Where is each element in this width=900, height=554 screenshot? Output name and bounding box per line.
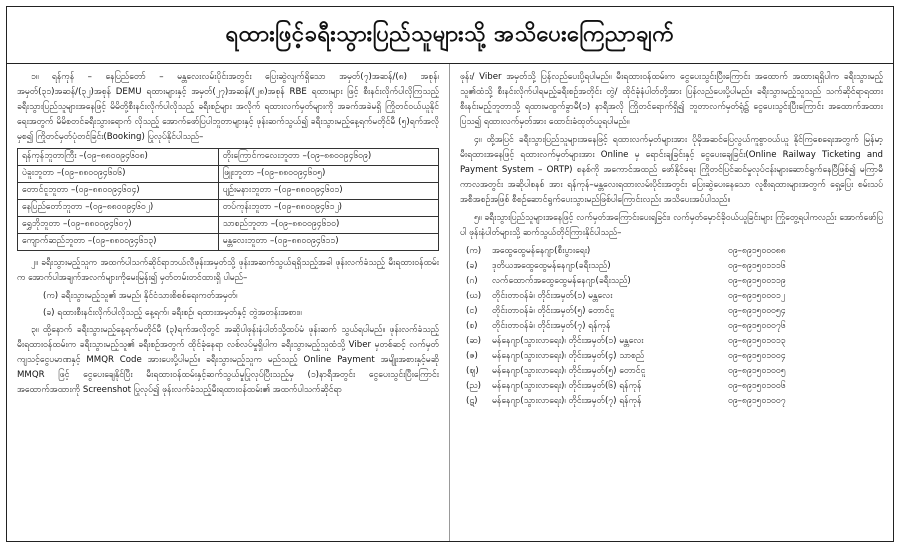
station-cell: ပဲခူးဘူတာ –(၀၉–၈၈၀၀၉၄၆၀၆) (18, 166, 219, 183)
station-cell: ကျောက်ဆည်ဘူတာ –(၀၉–၈၈၀၀၉၄၆၁၃) (18, 234, 219, 251)
contact-phone: ၀၉–၈၉၁၅၀၀၀၅၄ (728, 306, 786, 316)
contact-phone: ၀၉–၈၉၁၅၀၁၀၁၃ (728, 336, 786, 346)
contact-key: (ခ) (466, 261, 478, 271)
contact-name: မန်နေဂျာ(သွားလာရေး)၊ တိုင်းအမှတ်(၆) ရန်ကုန် (492, 381, 642, 391)
contact-item (466, 364, 883, 379)
contact-name: လက်ထောက်အထွေထွေမန်နေဂျာ(ခရီးသည်) (492, 276, 631, 286)
contact-name: မန်နေဂျာ(သွားလာရေး)၊ တိုင်းအမှတ်(၅) တောင်ငူ (492, 366, 646, 376)
paragraph-3: ၃။ ထို့နောက် ခရီးသွားမည့်နေ့ရက်မတိုင်မီ (၃)ရက်အလိုတွင် အဆိုပါဖုန်းနံပါတ်သို့ထပ်မံ ဖုန်းဆက် သွယ်ရပါမည်။ ဖုန်းလက်ခံသည့်မီးရထားဝန်ထမ်းက ခရီးသွားမည့်သူ၏ ခရီးစဉ်အတွက် ထိုင်ခုံနေရာ လစ်လပ်မှုရှိပါက ခရီးသွားမည့်သူထံသို့ Viber မှတစ်ဆင့် လက်မှတ်ကျသင့်ငွေပမာဏနှင့် MMQR Code အားပေးပို့ပါမည်။ ခရီးသွားမည့်သူက မည်သည့် Online Payment အမျိုးအစားနှင့်မဆို MMQR ဖြင့် ငွေပေးချေနိုင်ပြီး မီးရထားဝန်ထမ်းနှင့်ဆက်သွယ်မှုပြုလုပ်ပြီးသည့်မှ (၁)နာရီအတွင်း ငွေပေးသွင်းပြီးကြောင်း အထောက်အထားကို Screenshot ပြုလုပ်၍ ဖုန်းလက်ခံသည့်မီးရထားဝန်ထမ်း၏ အထက်ပါသက်ဆိုင်ရာ (17, 325, 439, 395)
contact-item (466, 394, 883, 409)
contact-list (466, 244, 883, 409)
contact-phone: ၀၉–၈၉၁၅၀၁၁၁၆ (728, 261, 786, 271)
contact-phone: ၀၉–၈၉၁၅၀၁၀၀၅ (728, 366, 786, 376)
contact-phone: ၀၉–၈၉၁၅၀၁၀၀၆ (728, 381, 786, 391)
contact-key: (ဆ) (466, 336, 482, 346)
paragraph-2: ၂။ ခရီးသွားမည့်သူက အထက်ပါသက်ဆိုင်ရာဘယ်လီဖုန်းအမှတ်သို့ ဖုန်းအဆက်သွယ်ရရှိသည့်အခါ ဖုန်းလက်ခံသည့် မီးရထားဝန်ထမ်းက အောက်ပါအချက်အလက်များကိုမေးမြန်း၍ မှတ်တမ်းတင်ထားရှိ ပါမည်– (17, 258, 439, 283)
station-cell: တိုးကြောင်ကလေးဘူတာ –(၀၉–၈၈၀၀၉၄၆၀၉) (218, 149, 438, 166)
station-row (18, 200, 439, 217)
contact-name: မန်နေဂျာ(သွားလာရေး)၊ တိုင်းအမှတ်(၇) ရန်ကုန် (492, 396, 642, 406)
contact-name: မန်နေဂျာ(သွားလာရေး)၊ တိုင်းအမှတ်(၁) မန္တလေး (492, 336, 644, 346)
contact-name: ဒုတိယအထွေထွေမန်နေဂျာ(ခရီးသည်) (492, 261, 611, 271)
contact-name: တိုင်းတာဝန်ခံ၊ တိုင်းအမှတ်(၅) တောင်ငူ (492, 306, 615, 316)
station-cell: မန္တလေးဘူတာ –(၀၉–၈၈၀၀၉၄၆၁၁) (218, 234, 438, 251)
contact-name: တိုင်းတာဝန်ခံ၊ တိုင်းအမှတ်(၁) မန္တလေး (492, 291, 613, 301)
contact-key: (ဂ) (466, 276, 478, 286)
station-cell: ပျဉ်းမနားဘူတာ –(၀၉–၈၈၀၀၉၄၆၀၁) (218, 183, 438, 200)
contact-phone: ၀၉–၈၉၁၅၀၀၀၈၈ (728, 246, 786, 256)
station-cell: သာစည်ဘူတာ –(၀၉–၈၈၀၀၉၄၆၁၀) (218, 217, 438, 234)
contact-key: (ည) (466, 381, 482, 391)
station-cell: ဖြူးဘူတာ –(၀၉–၈၈၀၀၉၄၆၀၅) (218, 166, 438, 183)
contact-item (466, 334, 883, 349)
contact-phone: ၀၉–၈၉၁၅၀၀၀၇၆ (728, 321, 786, 331)
station-cell: နေပြည်တော်ဘူတာ –(၀၉–၈၈၀၀၉၄၆၀၂) (18, 200, 219, 217)
contact-key: (စ) (466, 321, 478, 331)
left-column (7, 64, 450, 542)
contact-name: တိုင်းတာဝန်ခံ၊ တိုင်းအမှတ်(၇) ရန်ကုန် (492, 321, 611, 331)
station-cell: ရွှေဘိုဘူတာ –(၀၉–၈၈၀၀၉၄၆၀၇) (18, 217, 219, 234)
contact-item (466, 244, 883, 259)
contact-phone: ၀၉–၈၉၁၅၀၁၀၀၇ (728, 396, 786, 406)
contact-item (466, 379, 883, 394)
item-ka: (က) ခရီးသွားမည့်သူ၏ အမည်၊ နိုင်ငံသားစိစစ်ရေးကတ်အမှတ်၊ (43, 291, 238, 301)
contact-name: အထွေထွေမန်နေဂျာ(စီးပွားရေး) (492, 246, 591, 256)
contact-key: (ဇ) (466, 351, 478, 361)
paragraph-4: ၄။ ထို့အပြင် ခရီးသွားပြည်သူများအနေဖြင့် ရထားလက်မှတ်များအား ပိုမိုအဆင်ပြေလွယ်ကူစွာဝယ်ယူ နိုင်ကြစေရေးအတွက် မြန်မာ့မီးရထားအနေဖြင့် ရထားလက်မှတ်များအား Online မှ ရောင်းချခြင်းနှင့် ငွေပေးချေခြင်း(Online Railway Ticketing and Payment System – ORTP) စနစ်ကို အကောင်အထည် ဖော်နိုင်ရေး ကြိုတင်ပြင်ဆင်မှုလုပ်ငန်းများဆောင်ရွက်နေပြီဖြစ်၍ မကြာမီကာလအတွင်း အဆိုပါစနစ် အား ရန်ကုန်–မန္တလေးရထားလမ်းပိုင်းအတွင်း ပြေးဆွဲပေးနေသော လူစီးရထားများအတွက် ရှေ့ပြေး စမ်းသပ်အစီအစဉ်အဖြစ် စီစဉ်ဆောင်ရွက်ပေးသွားမည်ဖြစ်ပါကြောင်းလည်း အသိပေးအပ်ပါသည်။ (460, 135, 883, 205)
contact-item (466, 304, 883, 319)
contact-key: (ဈ) (466, 366, 479, 376)
contact-key: (ဋ) (466, 396, 478, 406)
contact-phone: ၀၉–၈၉၁၅၀၀၁၁၉ (728, 276, 786, 286)
station-table-body (18, 149, 439, 251)
paragraph-5: ၅။ ခရီးသွားပြည်သူများအနေဖြင့် လက်မှတ်အကြောင်းပေးရခြင်း၊ လက်မှတ်မှောင်ခိုဝယ်ယူခြင်းများ ကြုံတွေ့ရပါကလည်း အောက်ဖော်ပြပါ ဖုန်းနံပါတ်များသို့ ဆက်သွယ်တိုင်ကြားနိုင်ပါသည်– (460, 213, 883, 238)
notice-body (7, 64, 893, 542)
station-row (18, 149, 439, 166)
contact-key: (က) (466, 246, 482, 256)
contact-phone: ၀၉–၈၉၁၅၀၀၀၁၂ (728, 291, 785, 301)
station-cell: ရန်ကုန်ဘူတာကြီး –(၀၉–၈၈၀၀၉၄၆၀၈) (18, 149, 219, 166)
right-column (450, 64, 893, 542)
station-row (18, 183, 439, 200)
contact-item (466, 319, 883, 334)
contact-item (466, 289, 883, 304)
contact-item (466, 349, 883, 364)
contact-key: (ဃ) (466, 291, 482, 301)
contact-item (466, 274, 883, 289)
station-row (18, 234, 439, 251)
contact-item (466, 259, 883, 274)
station-cell: တောင်ငူဘူတာ –(၀၉–၈၈၀၀၉၄၆၀၄) (18, 183, 219, 200)
paragraph-1: ၁။ ရန်ကုန် – နေပြည်တော် – မန္တလေးလမ်းပိုင်းအတွင်း ပြေးဆွဲလျက်ရှိသော အမှတ်(၇)အဆန်/(၈) အစုန်၊ အမှတ်(၃၁)အဆန်/(၃၂)အစုန် DEMU ရထားများနှင့် အမှတ်(၂၇)အဆန်/(၂၈)အစုန် RBE ရထားများ ဖြင့် စီးနင်းလိုက်ပါလိုကြသည့် ခရီးသွားပြည်သူများအနေဖြင့် မိမိတို့စီးနင်းလိုက်ပါလိုသည့် ခရီးစဉ်များ အလိုက် ရထားလက်မှတ်များကို အခက်အခဲမရှိ ကြိုတင်ဝယ်ယူနိုင်ရေးအတွက် မိမိစတင်ခရီးသွားရောက် လိုသည့် အောက်ဖော်ပြပါဘူတာများနှင့် ဖုန်းဆက်သွယ်၍ ခရီးသွားမည့်နေ့ရက်မတိုင်မီ (၅)ရက်အလိုမှစ၍ ကြိုတင်မှတ်ပုံတင်ခြင်း(Booking) ပြုလုပ်နိုင်ပါသည်– (17, 72, 439, 142)
paragraph-3-continued: ဖုန်း/ Viber အမှတ်သို့ ပြန်လည်ပေးပို့ရပါမည်။ မီးရထားဝန်ထမ်းက ငွေပေးသွင်းပြီးကြောင်း အထောက် အထားရရှိပါက ခရီးသွားမည့်သူ၏ထံသို့ စီးနင်းလိုက်ပါရမည့်ခရီးစဉ်အတိုင်း တွဲ/ ထိုင်ခုံနံပါတ်တို့အား ပြန်လည်ပေးပို့ပါမည်။ ခရီးသွားမည့်သူသည် သက်ဆိုင်ရာရထားစီးနင်းမည့်ဘူတာသို့ ရထားမထွက်ခွာမီ(၁) နာရီအလို ကြိုတင်ရောက်ရှိ၍ ဘူတာလက်မှတ်ရုံ၌ ငွေပေးသွင်းပြီးကြောင်း အထောက်အထားပြသ၍ ရထားလက်မှတ်အား ထောင်းခံထုတ်ယူရပါမည်။ (460, 72, 883, 127)
station-row (18, 166, 439, 183)
station-row (18, 217, 439, 234)
contact-name: မန်နေဂျာ(သွားလာရေး)၊ တိုင်းအမှတ်(၄) သာစည် (492, 351, 645, 361)
contact-phone: ၀၉–၈၉၁၅၀၁၀၀၄ (728, 351, 786, 361)
station-cell: တပ်ကုန်းဘူတာ –(၀၉–၈၈၀၀၉၄၆၁၂) (218, 200, 438, 217)
station-phone-table (17, 148, 439, 251)
contact-key: (င) (466, 306, 478, 316)
notice-page (6, 6, 894, 542)
item-kha: (ခ) ရထားစီးနင်းလိုက်ပါလိုသည့် နေ့ရက်၊ ခရီးစဉ်၊ ရထားအမှတ်နှင့် တွဲအတန်းအစား။ (43, 308, 302, 318)
notice-title: ရထားဖြင့်ခရီးသွားပြည်သူများသို့ အသိပေးကြေညာချက် (7, 7, 893, 64)
